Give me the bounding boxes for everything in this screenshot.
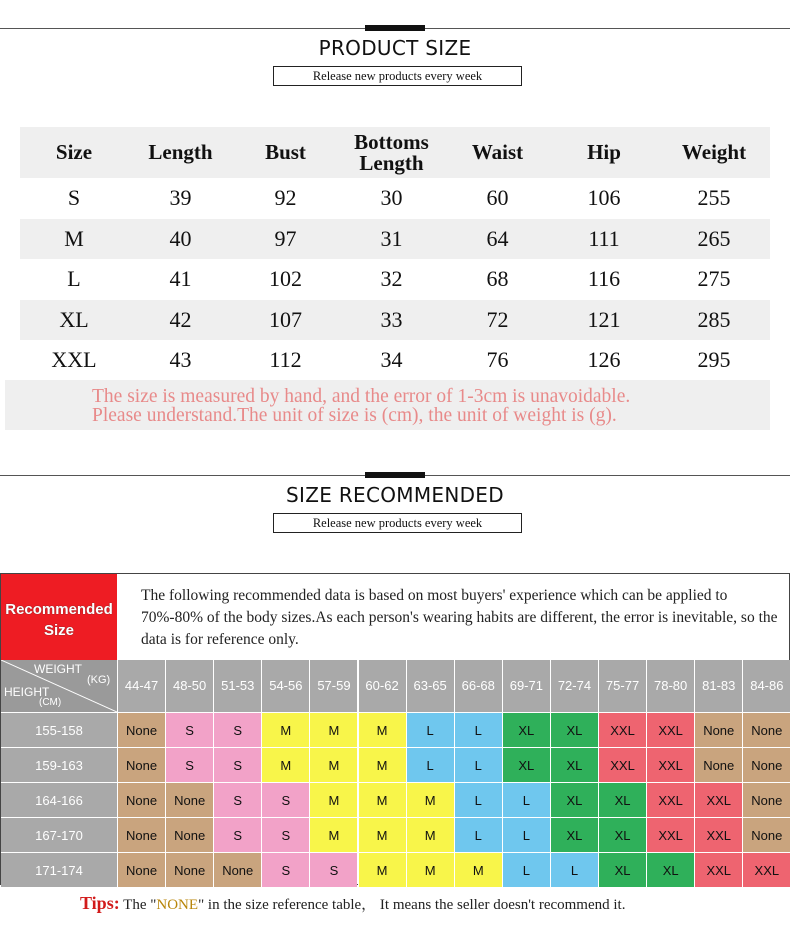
recommended-size-cell: None bbox=[117, 782, 165, 817]
size-chart-cell: 42 bbox=[169, 306, 192, 332]
section-divider-accent bbox=[365, 472, 425, 478]
product-size-subtitle: Release new products every week bbox=[273, 66, 522, 86]
recommended-size-cell: M bbox=[358, 852, 406, 887]
recommended-size-cell: XXL bbox=[694, 852, 742, 887]
recommended-size-cell: L bbox=[454, 712, 502, 747]
size-chart-row bbox=[20, 178, 770, 219]
size-chart-row bbox=[20, 219, 770, 260]
recommended-size-cell: XL bbox=[598, 852, 646, 887]
weight-range-header: 60-62 bbox=[358, 660, 406, 712]
recommendation-description: The following recommended data is based on most buyers' experience which can be applied to 70%-80% of the body sizes.As each person's wearing habits are different, the error is inevitable, so the data is for reference only. bbox=[141, 587, 778, 648]
recommended-size-cell: XXL bbox=[646, 747, 694, 782]
recommended-size-cell: XXL bbox=[646, 712, 694, 747]
size-chart-header-cell: Hip bbox=[587, 140, 621, 164]
size-chart-cell: 33 bbox=[380, 306, 403, 332]
recommended-size-cell: M bbox=[261, 712, 309, 747]
recommended-size-cell: XL bbox=[646, 852, 694, 887]
weight-range-header: 72-74 bbox=[550, 660, 598, 712]
recommended-size-cell: XL bbox=[550, 712, 598, 747]
size-chart-cell: 102 bbox=[269, 266, 302, 292]
recommended-size-cell: M bbox=[454, 852, 502, 887]
recommended-size-cell: M bbox=[358, 782, 406, 817]
size-chart-cell: 97 bbox=[274, 225, 297, 251]
size-chart-row bbox=[20, 340, 770, 381]
weight-range-header: 51-53 bbox=[213, 660, 261, 712]
recommended-size-cell: XL bbox=[550, 747, 598, 782]
recommended-size-cell: XXL bbox=[646, 817, 694, 852]
product-size-title: PRODUCT SIZE bbox=[318, 36, 472, 60]
size-chart-cell: 121 bbox=[587, 306, 621, 332]
recommended-size-cell: L bbox=[502, 852, 550, 887]
size-chart-cell: L bbox=[67, 266, 81, 292]
recommended-size-cell: M bbox=[309, 747, 357, 782]
size-chart-cell: 32 bbox=[380, 266, 403, 292]
weight-range-header: 75-77 bbox=[598, 660, 646, 712]
recommended-size-cell: None bbox=[742, 747, 790, 782]
axis-height-label: HEIGHT bbox=[4, 685, 50, 699]
size-chart-cell: 68 bbox=[486, 266, 509, 292]
size-chart-cell: 116 bbox=[587, 266, 621, 292]
section-divider-accent bbox=[365, 25, 425, 31]
recommended-size-cell: M bbox=[358, 817, 406, 852]
recommended-size-cell: XXL bbox=[646, 782, 694, 817]
size-chart-cell: XL bbox=[59, 306, 89, 332]
height-range-header: 167-170 bbox=[1, 817, 117, 852]
size-chart-cell: 295 bbox=[697, 347, 731, 373]
size-chart-cell: 112 bbox=[269, 347, 302, 373]
tips-text-after: " in the size reference table， It means the seller doesn't recommend it. bbox=[198, 897, 626, 913]
recommended-size-cell: S bbox=[165, 747, 213, 782]
height-range-header: 171-174 bbox=[1, 852, 117, 887]
recommended-size-label-line-1: Recommended bbox=[5, 601, 113, 618]
recommended-size-cell: M bbox=[309, 782, 357, 817]
height-range-header: 159-163 bbox=[1, 747, 117, 782]
recommended-size-cell: M bbox=[261, 747, 309, 782]
recommended-size-cell: L bbox=[406, 747, 454, 782]
axis-header-cell bbox=[1, 660, 117, 712]
height-range-header: 164-166 bbox=[1, 782, 117, 817]
size-chart-header-cell: Length bbox=[148, 140, 213, 164]
weight-range-header: 81-83 bbox=[694, 660, 742, 712]
size-chart-cell: 265 bbox=[697, 225, 731, 251]
size-recommended-title: SIZE RECOMMENDED bbox=[286, 483, 504, 507]
recommended-size-cell: M bbox=[358, 747, 406, 782]
size-chart-cell: 72 bbox=[486, 306, 509, 332]
recommended-size-cell: None bbox=[165, 782, 213, 817]
tips-label: Tips: bbox=[80, 893, 120, 913]
recommended-size-cell: L bbox=[454, 747, 502, 782]
size-chart-cell: 40 bbox=[169, 225, 192, 251]
recommended-size-cell: L bbox=[550, 852, 598, 887]
recommended-size-cell: XL bbox=[502, 747, 550, 782]
weight-range-header: 57-59 bbox=[309, 660, 357, 712]
tips-none-word: NONE bbox=[156, 897, 199, 913]
recommended-size-cell: XL bbox=[550, 817, 598, 852]
size-chart-cell: 39 bbox=[169, 185, 192, 211]
size-chart-cell: 255 bbox=[697, 185, 731, 211]
weight-range-header: 78-80 bbox=[646, 660, 694, 712]
recommended-size-cell: L bbox=[406, 712, 454, 747]
recommended-size-label-line-2: Size bbox=[43, 622, 74, 639]
size-chart-cell: S bbox=[67, 185, 81, 211]
recommended-size-cell: S bbox=[213, 782, 261, 817]
size-chart-cell: 41 bbox=[169, 266, 192, 292]
size-recommendation-table bbox=[0, 573, 790, 885]
recommended-size-cell: XL bbox=[598, 817, 646, 852]
axis-weight-label: WEIGHT bbox=[34, 662, 82, 676]
size-note-line-1: The size is measured by hand, and the error of 1-3cm is unavoidable. bbox=[92, 386, 631, 407]
recommended-size-cell: M bbox=[309, 817, 357, 852]
recommended-size-cell: M bbox=[309, 712, 357, 747]
recommended-size-cell: M bbox=[358, 712, 406, 747]
height-range-header: 155-158 bbox=[1, 712, 117, 747]
recommended-size-cell: None bbox=[742, 712, 790, 747]
recommended-size-cell: L bbox=[502, 782, 550, 817]
weight-range-header: 69-71 bbox=[502, 660, 550, 712]
size-chart-cell: 126 bbox=[587, 347, 621, 373]
recommended-size-cell: L bbox=[454, 817, 502, 852]
recommended-size-cell: None bbox=[694, 747, 742, 782]
recommended-size-cell: None bbox=[742, 817, 790, 852]
recommended-size-cell: None bbox=[213, 852, 261, 887]
recommended-size-cell: S bbox=[213, 747, 261, 782]
size-chart-header-cell: Size bbox=[55, 140, 93, 164]
weight-range-header: 48-50 bbox=[165, 660, 213, 712]
recommended-size-cell: XXL bbox=[694, 782, 742, 817]
size-chart-row bbox=[20, 300, 770, 341]
weight-range-header: 44-47 bbox=[117, 660, 165, 712]
recommended-size-cell: M bbox=[406, 782, 454, 817]
size-chart-cell: M bbox=[64, 225, 84, 251]
size-chart-header-row bbox=[20, 127, 770, 178]
recommended-size-cell: None bbox=[117, 712, 165, 747]
weight-range-header: 54-56 bbox=[261, 660, 309, 712]
size-chart-cell: XXL bbox=[51, 347, 97, 373]
recommended-size-cell: M bbox=[406, 852, 454, 887]
recommended-size-cell: S bbox=[261, 782, 309, 817]
size-chart-cell: 92 bbox=[274, 185, 297, 211]
recommended-size-cell: None bbox=[742, 782, 790, 817]
size-chart-cell: 275 bbox=[697, 266, 731, 292]
size-chart-cell: 34 bbox=[380, 347, 403, 373]
size-note-line-2: Please understand.The unit of size is (cm), the unit of weight is (g). bbox=[92, 405, 617, 426]
size-recommended-subtitle: Release new products every week bbox=[273, 513, 522, 533]
recommended-size-cell: XXL bbox=[598, 712, 646, 747]
recommended-size-cell: None bbox=[165, 817, 213, 852]
size-chart-header-cell: Weight bbox=[681, 140, 747, 164]
recommended-size-cell: XL bbox=[550, 782, 598, 817]
recommended-size-cell: None bbox=[117, 747, 165, 782]
size-chart-header-cell: Bottoms Length bbox=[354, 129, 429, 175]
size-chart-header-cell: Waist bbox=[471, 140, 524, 164]
recommended-size-cell: None bbox=[117, 817, 165, 852]
recommended-size-cell: XXL bbox=[742, 852, 790, 887]
size-chart-cell: 60 bbox=[486, 185, 509, 211]
size-chart-cell: 111 bbox=[588, 225, 620, 251]
recommended-size-cell: None bbox=[117, 852, 165, 887]
size-chart-row bbox=[20, 259, 770, 300]
recommended-size-cell: None bbox=[165, 852, 213, 887]
recommended-size-cell: S bbox=[261, 817, 309, 852]
weight-range-header: 84-86 bbox=[742, 660, 790, 712]
recommended-size-cell: S bbox=[309, 852, 357, 887]
recommended-size-cell: S bbox=[213, 817, 261, 852]
recommended-size-cell: S bbox=[213, 712, 261, 747]
recommended-size-cell: None bbox=[694, 712, 742, 747]
size-chart-cell: 285 bbox=[697, 306, 731, 332]
size-chart-cell: 30 bbox=[380, 185, 403, 211]
weight-range-header: 63-65 bbox=[406, 660, 454, 712]
size-chart-cell: 107 bbox=[269, 306, 302, 332]
weight-range-header: 66-68 bbox=[454, 660, 502, 712]
size-chart-cell: 64 bbox=[486, 225, 509, 251]
size-chart-cell: 106 bbox=[587, 185, 621, 211]
axis-cm-label: (CM) bbox=[39, 697, 62, 708]
axis-kg-label: (KG) bbox=[87, 674, 111, 686]
recommended-size-cell: XXL bbox=[598, 747, 646, 782]
recommended-size-cell: S bbox=[261, 852, 309, 887]
tips-text-before: The " bbox=[119, 897, 157, 913]
size-chart-cell: 76 bbox=[486, 347, 509, 373]
size-chart-cell: 31 bbox=[380, 225, 403, 251]
recommended-size-cell: S bbox=[165, 712, 213, 747]
size-note bbox=[5, 380, 770, 430]
recommended-size-cell: L bbox=[502, 817, 550, 852]
recommended-size-cell: XXL bbox=[694, 817, 742, 852]
recommended-size-cell: M bbox=[406, 817, 454, 852]
recommended-size-cell: XL bbox=[598, 782, 646, 817]
size-chart-cell: 43 bbox=[169, 347, 192, 373]
tips-line bbox=[80, 893, 625, 914]
recommended-size-label bbox=[1, 574, 117, 660]
recommended-size-cell: L bbox=[454, 782, 502, 817]
size-chart-table bbox=[20, 127, 770, 381]
size-chart-header-cell: Bust bbox=[265, 140, 306, 164]
recommended-size-cell: XL bbox=[502, 712, 550, 747]
